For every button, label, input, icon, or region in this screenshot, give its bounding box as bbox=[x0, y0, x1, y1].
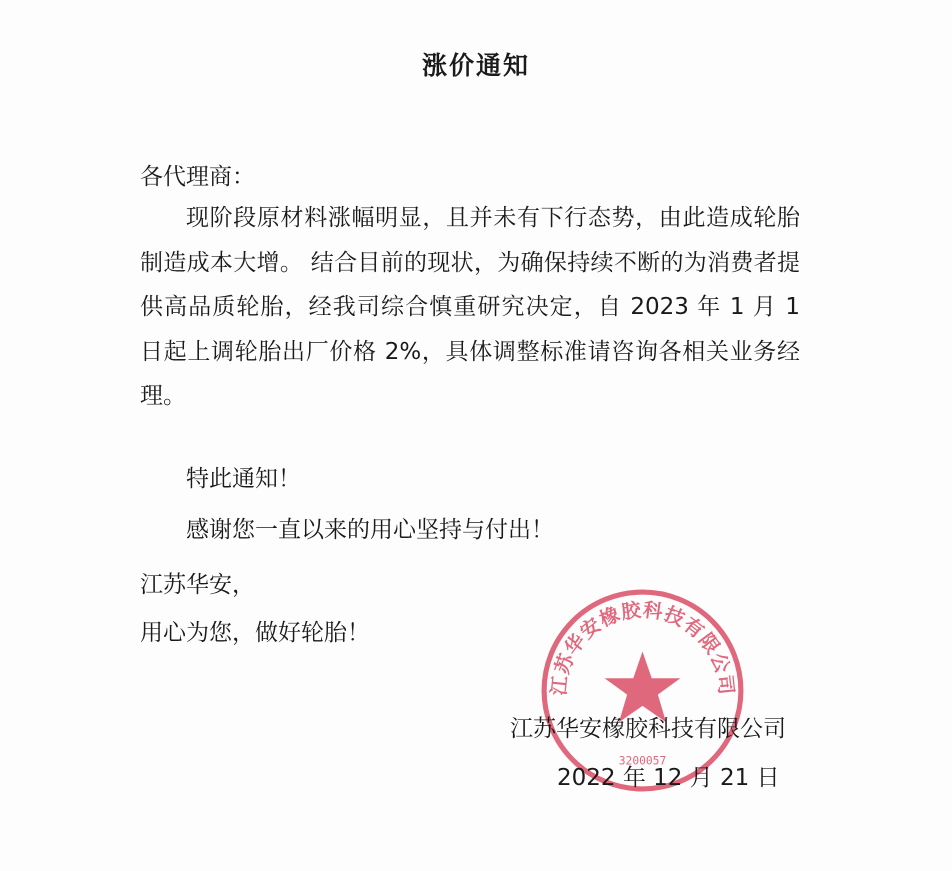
company-name: 江苏华安橡胶科技有限公司 bbox=[510, 716, 786, 742]
closing-thanks: 感谢您一直以来的用心坚持与付出！ bbox=[186, 517, 554, 543]
notice-body: 现阶段原材料涨幅明显，且并未有下行态势，由此造成轮胎制造成本大增。 结合目前的现状，为确保持续不断的为消费者提供高品质轮胎，经我司综合慎重研究决定，自 2023 年 1 月 1 日起上调轮胎出厂价格 2%，具体调整标准请咨询各相关业务经理。 bbox=[140, 205, 800, 409]
salutation: 各代理商： bbox=[140, 164, 255, 190]
seal-number: 3200057 bbox=[618, 754, 667, 768]
notice-title: 涨价通知 bbox=[421, 51, 530, 80]
seal-arc-text: 江苏华安橡胶科技有限公司 bbox=[547, 598, 738, 697]
closing-notice: 特此通知！ bbox=[186, 466, 301, 492]
slogan-line: 用心为您，做好轮胎！ bbox=[140, 620, 370, 646]
notice-date: 2022 年 12 月 21 日 bbox=[557, 765, 780, 791]
brand-line: 江苏华安， bbox=[140, 572, 255, 598]
